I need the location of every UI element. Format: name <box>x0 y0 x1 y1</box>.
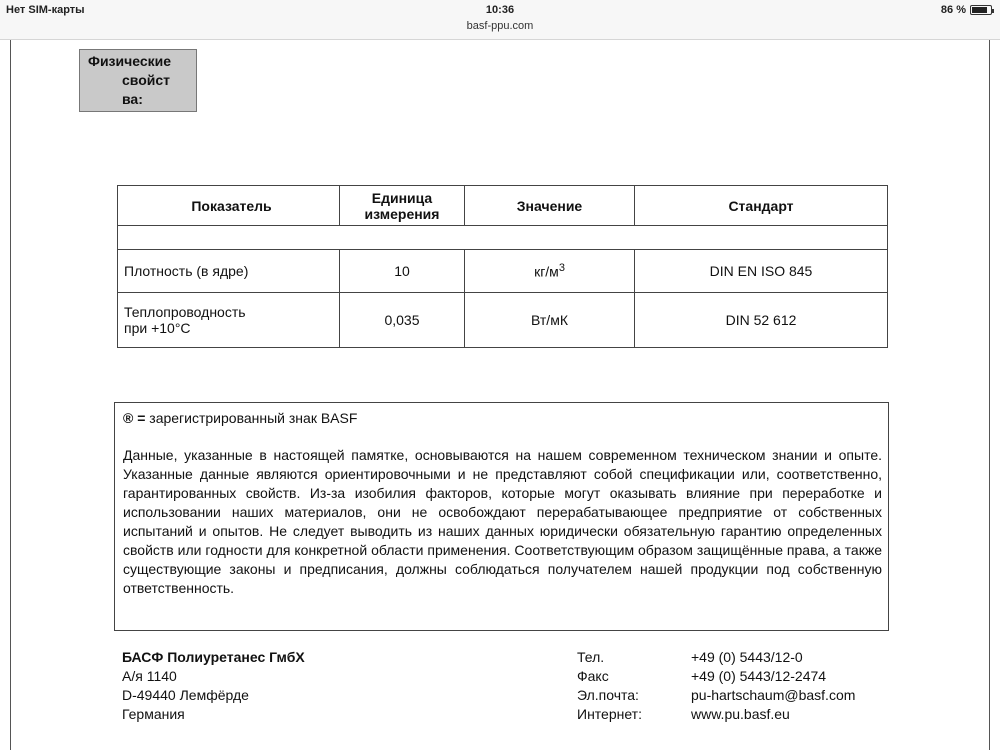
heading-line-2: свойст <box>122 72 171 88</box>
table-blank-row <box>118 226 888 250</box>
reg-text: зарегистрированный знак BASF <box>145 410 358 426</box>
document-page <box>10 40 990 750</box>
web-label: Интернет: <box>577 706 642 722</box>
row-col3: Вт/мК <box>465 293 635 348</box>
contact-labels <box>577 648 687 724</box>
row-col3-text: кг/м <box>534 263 559 280</box>
tel-label: Тел. <box>577 649 605 665</box>
carrier-label: Нет SIM-карты <box>6 4 85 16</box>
fax-value: +49 (0) 5443/12-2474 <box>691 668 827 684</box>
row-standard: DIN 52 612 <box>635 293 888 348</box>
row-name-line1: Теплопроводность <box>124 304 246 320</box>
row-col3-sup: 3 <box>558 262 565 275</box>
header-unit-line1: Единица <box>371 189 433 206</box>
disclaimer-box <box>114 402 889 631</box>
header-unit-line2: измерения <box>364 205 440 222</box>
clock: 10:36 <box>485 4 515 16</box>
heading-line-1: Физические <box>88 53 172 69</box>
row-col2: 10 <box>340 250 465 293</box>
row-name <box>118 293 340 348</box>
company-name: БАСФ Полиуретанес ГмбХ <box>122 649 305 665</box>
disclaimer-text: Данные, указанные в настоящей памятке, основываются на нашем современном техническом знании и опыте. Указанные данные являются ориентировочными и не представляют собой спецификации или, соответственно, гарантированных свойств. Из-за изобилия факторов, которые могут оказывать влияние при переработке и использовании наших материалов, они не освобождают перерабатывающее предприятие от собственных испытаний и опытов. Не следует выводить из наших данных юридически обязательную гарантию определенных свойств или годности для конкретной области применения. Соответствующим образом защищённые права, а также существующие законы и предписания, должны соблюдаться получателем нашей продукции под собственную ответственность. <box>123 447 882 596</box>
row-standard: DIN EN ISO 845 <box>635 250 888 293</box>
contact-values <box>691 648 911 724</box>
battery-icon <box>970 5 992 15</box>
address-line-1: А/я 1140 <box>122 668 177 684</box>
header-indicator: Показатель <box>118 186 340 226</box>
website-link[interactable]: www.pu.basf.eu <box>691 706 790 722</box>
header-standard: Стандарт <box>635 186 888 226</box>
company-address <box>122 648 422 724</box>
address-bar-url[interactable]: basf-ppu.com <box>466 20 534 32</box>
properties-table <box>117 185 888 348</box>
battery-percent: 86 % <box>940 4 966 16</box>
row-col3 <box>465 250 635 293</box>
address-line-2: D-49440 Лемфёрде <box>122 687 249 703</box>
reg-symbol: ® = <box>123 410 146 426</box>
heading-line-3: ва: <box>122 91 143 107</box>
row-name: Плотность (в ядре) <box>118 250 340 293</box>
header-unit <box>340 186 465 226</box>
email-label: Эл.почта: <box>577 687 639 703</box>
header-value: Значение <box>465 186 635 226</box>
email-link[interactable]: pu-hartschaum@basf.com <box>691 687 856 703</box>
tel-value: +49 (0) 5443/12-0 <box>691 649 803 665</box>
blank-cell <box>118 226 888 250</box>
battery-fill <box>972 7 987 13</box>
battery-indicator <box>941 4 992 16</box>
address-country: Германия <box>122 706 185 722</box>
fax-label: Факс <box>577 668 609 684</box>
status-bar <box>0 0 1000 40</box>
row-col2: 0,035 <box>340 293 465 348</box>
table-row <box>118 250 888 293</box>
table-row <box>118 293 888 348</box>
row-name-line2: при +10°C <box>124 320 191 336</box>
registered-trademark-note <box>123 409 882 428</box>
table-header-row <box>118 186 888 226</box>
section-heading-physical-properties <box>79 49 197 112</box>
